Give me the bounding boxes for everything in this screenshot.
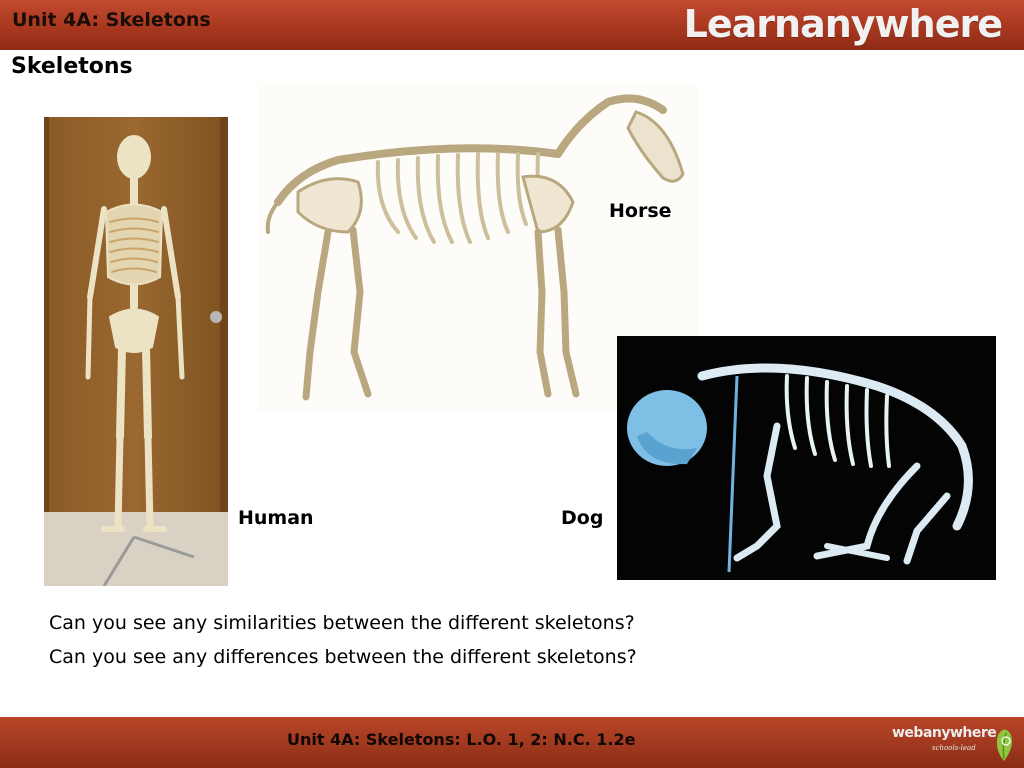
webanywhere-logo-name: webanywhere (892, 725, 997, 741)
webanywhere-logo-tag: schools-lead (932, 744, 976, 752)
page-title: Skeletons (11, 54, 133, 79)
differences-question: Can you see any differences between the different skeletons? (49, 646, 637, 668)
webanywhere-logo (890, 721, 1020, 765)
dog-caption: Dog (561, 507, 604, 529)
leaf-icon (990, 723, 1018, 763)
header-title: Unit 4A: Skeletons (12, 9, 211, 31)
human-skeleton-image (44, 117, 228, 586)
dog-skeleton-image (617, 336, 996, 580)
learnanywhere-logo: Learnanywhere (683, 2, 1002, 46)
question-list (49, 606, 637, 674)
horse-caption: Horse (609, 200, 672, 222)
footer-text: Unit 4A: Skeletons: L.O. 1, 2: N.C. 1.2e (287, 730, 636, 749)
similarities-question: Can you see any similarities between the different skeletons? (49, 612, 635, 634)
human-caption: Human (238, 507, 314, 529)
header-bar (0, 0, 1024, 50)
footer-bar (0, 717, 1024, 768)
